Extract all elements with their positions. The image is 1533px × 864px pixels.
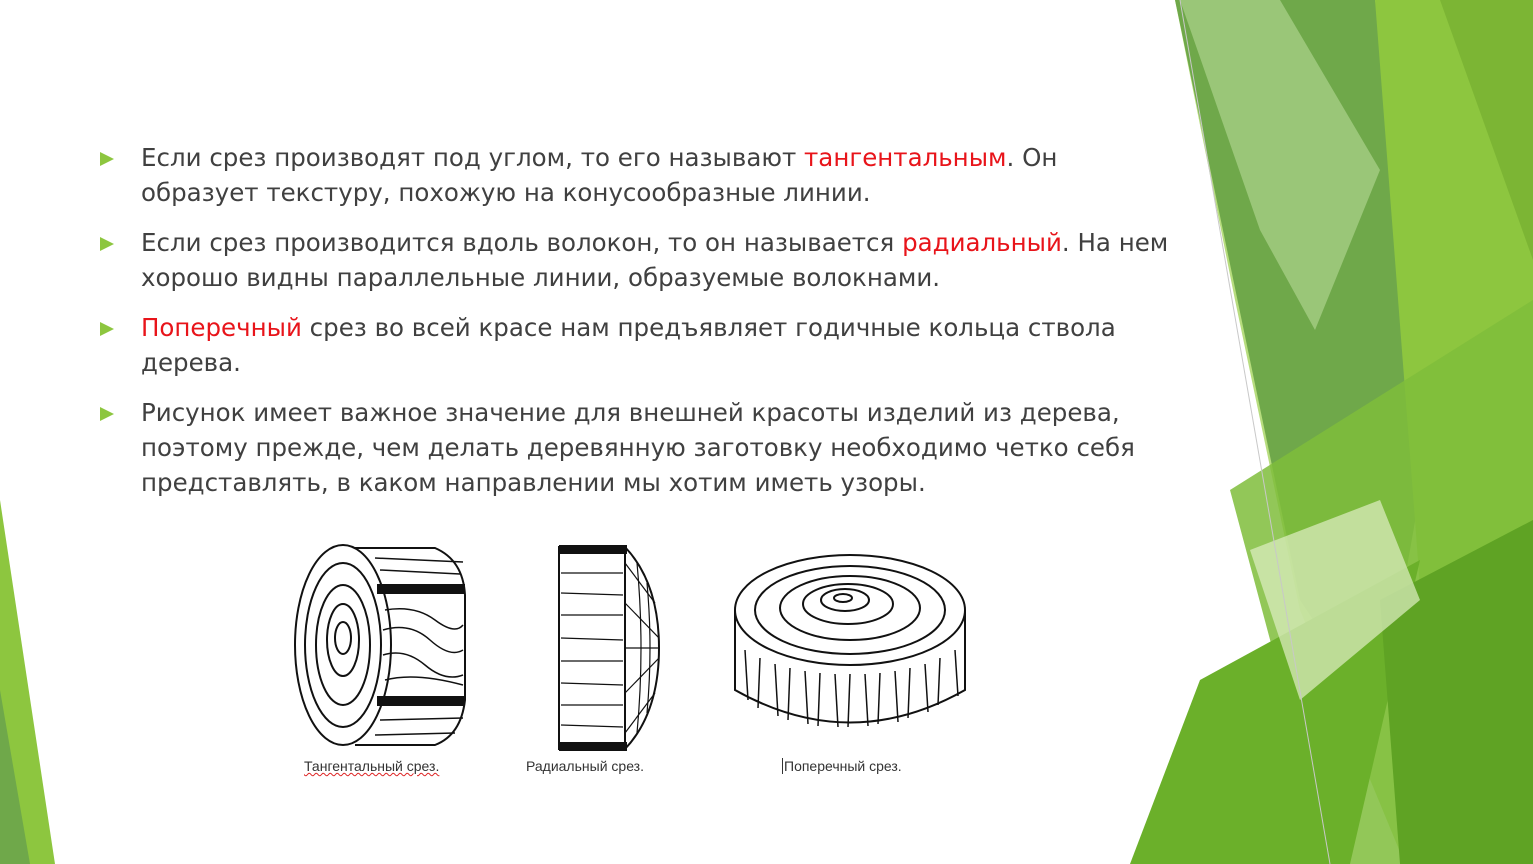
caption-radial: Радиальный срез.	[526, 758, 644, 774]
radial-cut-illustration	[555, 543, 665, 753]
bullet-tangential	[100, 140, 1175, 210]
bullet-pattern	[100, 395, 1175, 500]
triangle-bullet-icon	[100, 237, 114, 251]
highlight-term: Поперечный	[141, 313, 302, 342]
highlight-term: тангентальным	[804, 143, 1007, 172]
triangle-bullet-icon	[100, 152, 114, 166]
tangential-cut-illustration	[285, 540, 475, 755]
bullet-text: Если срез производят под углом, то его называют	[141, 143, 805, 172]
bullet-text: Если срез производится вдоль волокон, то он называется	[141, 228, 903, 257]
caption-cross: Поперечный срез.	[784, 758, 902, 774]
bullet-list	[100, 140, 1175, 515]
triangle-bullet-icon	[100, 407, 114, 421]
bullet-text: срез во всей красе нам предъявляет годичные кольца ствола дерева.	[141, 313, 1116, 377]
bullet-radial	[100, 225, 1175, 295]
cross-cut-illustration	[730, 540, 970, 740]
triangle-bullet-icon	[100, 322, 114, 336]
bullet-cross	[100, 310, 1175, 380]
caption-tangential: Тангентальный срез.	[304, 758, 440, 774]
bullet-text: Рисунок имеет важное значение для внешней красоты изделий из дерева, поэтому прежде, чем делать деревянную заготовку необходимо четко себя представлять, в каком направлении мы хотим иметь узоры.	[141, 398, 1135, 497]
bullet-text: . Он образует текстуру, похожую на конусообразные линии.	[141, 143, 1058, 207]
bullet-text: . На нем хорошо видны параллельные линии, образуемые волокнами.	[141, 228, 1169, 292]
highlight-term: радиальный	[902, 228, 1062, 257]
